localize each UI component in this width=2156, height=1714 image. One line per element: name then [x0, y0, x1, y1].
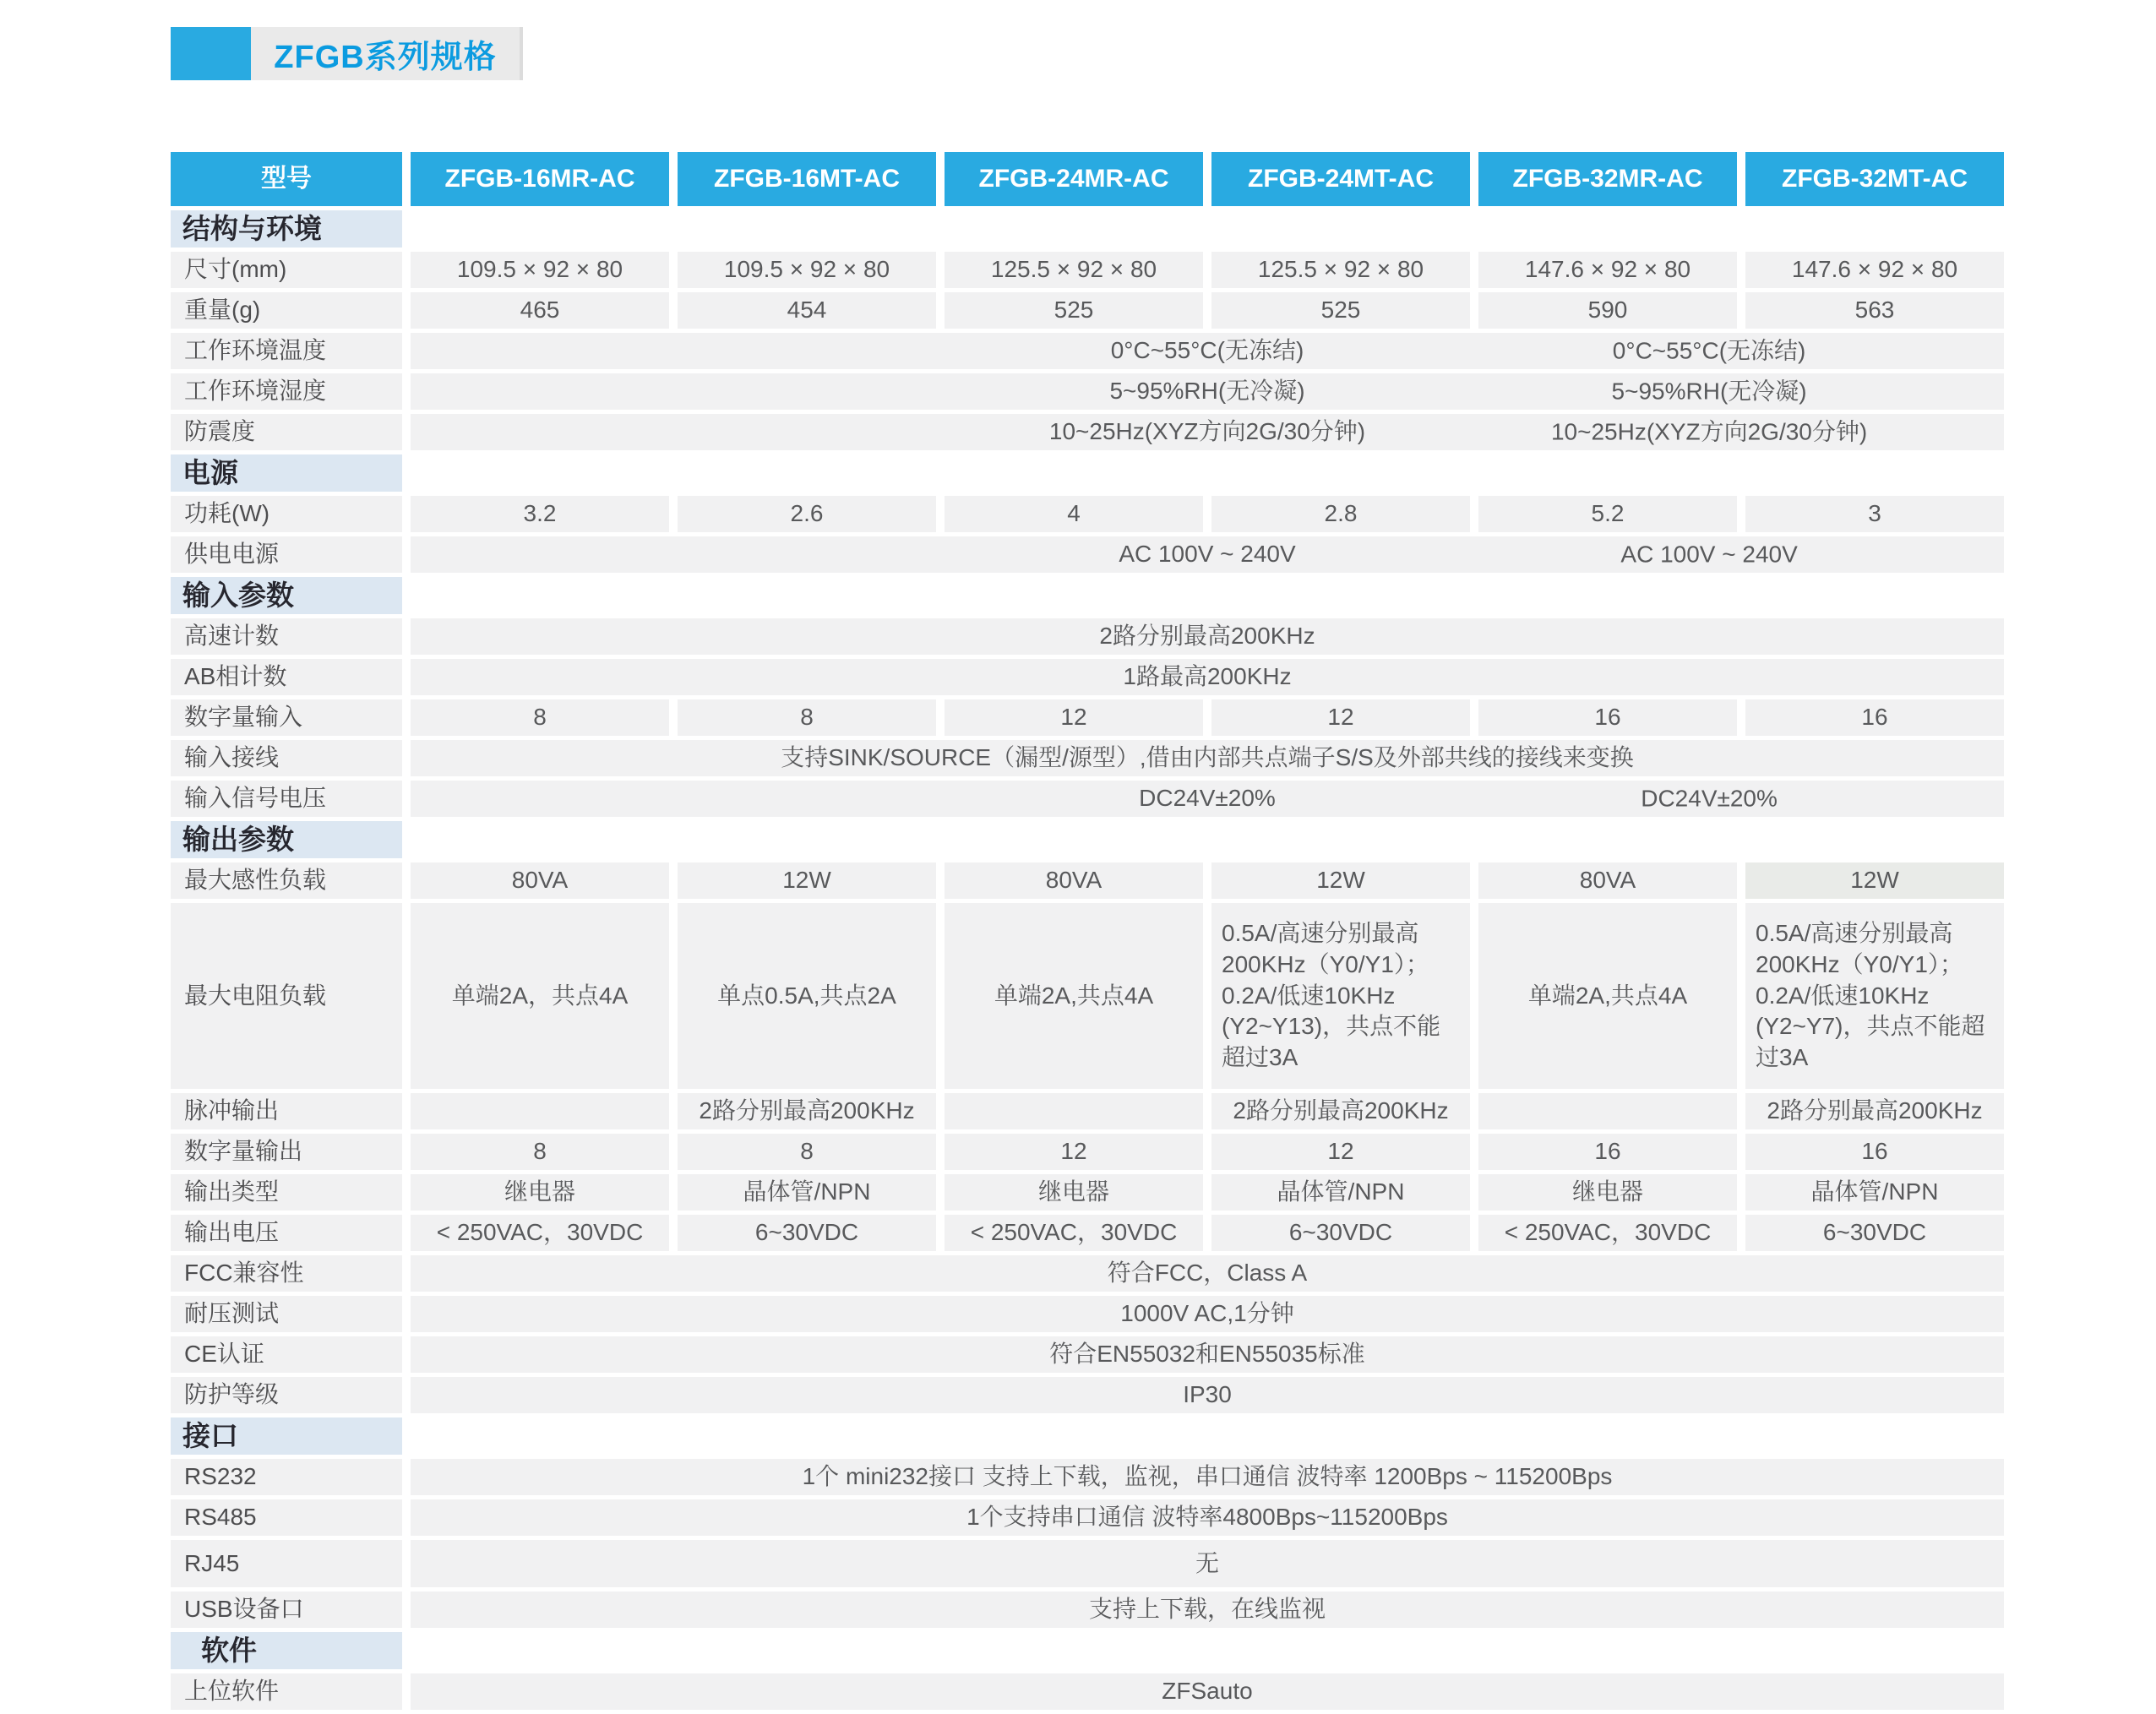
spec-row	[171, 659, 2004, 695]
spec-value-span-cell	[411, 781, 2004, 817]
spec-row	[171, 1296, 2004, 1332]
section-label: 结构与环境	[171, 210, 402, 248]
spec-value-cell: 563	[1745, 292, 2004, 329]
spec-value-cell: 8	[678, 699, 936, 736]
spec-value-cell: 继电器	[945, 1174, 1203, 1211]
spec-row	[171, 1255, 2004, 1292]
spec-value-right: 10~25Hz(XYZ方向2G/30分钟)	[1550, 418, 1868, 445]
spec-value-cell	[1478, 1093, 1737, 1129]
row-label: 脉冲输出	[171, 1093, 402, 1129]
model-header: ZFGB-16MR-AC	[411, 152, 669, 206]
spec-value-cell: 590	[1478, 292, 1737, 329]
spec-value-span-cell: 1路最高200KHz	[411, 659, 2004, 695]
section-filler	[411, 577, 2004, 614]
spec-value-cell: 16	[1478, 699, 1737, 736]
spec-value-cell: 8	[411, 1134, 669, 1170]
spec-value-span-cell: 2路分别最高200KHz	[411, 618, 2004, 655]
spec-value-cell: 晶体管/NPN	[678, 1174, 936, 1211]
section-filler	[411, 1417, 2004, 1455]
spec-value-cell: 单端2A,共点4A	[945, 903, 1203, 1089]
spec-value-span-cell: 支持SINK/SOURCE（漏型/源型）,借由内部共点端子S/S及外部共线的接线来变换	[411, 740, 2004, 776]
row-label: 高速计数	[171, 618, 402, 655]
spec-value-span-cell: 符合EN55032和EN55035标准	[411, 1336, 2004, 1373]
spec-value-cell: 12	[945, 1134, 1203, 1170]
spec-value-cell: 继电器	[411, 1174, 669, 1211]
spec-value-cell: 109.5 × 92 × 80	[411, 252, 669, 288]
spec-row	[171, 903, 2004, 1089]
spec-value-span-cell: 支持上下载，在线监视	[411, 1592, 2004, 1628]
spec-value-cell: 4	[945, 496, 1203, 532]
row-label: 耐压测试	[171, 1296, 402, 1332]
section-filler	[411, 454, 2004, 492]
spec-value-cell	[411, 1093, 669, 1129]
section-label: 软件	[171, 1632, 402, 1669]
spec-value-cell: 16	[1745, 699, 2004, 736]
spec-value-cell: 单端2A,共点4A	[1478, 903, 1737, 1089]
row-label: 数字量输出	[171, 1134, 402, 1170]
row-label: FCC兼容性	[171, 1255, 402, 1292]
spec-value-cell: 12	[1211, 1134, 1470, 1170]
spec-value-cell: 单端2A，共点4A	[411, 903, 669, 1089]
spec-value-cell: 80VA	[1478, 862, 1737, 899]
row-label: RJ45	[171, 1540, 402, 1587]
spec-row	[171, 1134, 2004, 1170]
spec-value-span-cell	[411, 333, 2004, 369]
section-label: 输出参数	[171, 821, 402, 858]
section-row	[171, 210, 2004, 248]
spec-value-cell: 6~30VDC	[1211, 1215, 1470, 1251]
row-label: 输入信号电压	[171, 781, 402, 817]
spec-row	[171, 1336, 2004, 1373]
row-label: 防震度	[171, 414, 402, 450]
spec-value-span-cell	[411, 373, 2004, 410]
spec-table-body	[171, 152, 2004, 1710]
page-title: ZFGB系列规格	[274, 40, 497, 75]
row-label: 重量(g)	[171, 292, 402, 329]
spec-value-span-cell	[411, 414, 2004, 450]
spec-value-cell: 12W	[1211, 862, 1470, 899]
spec-value-main: DC24V±20%	[1139, 785, 1276, 812]
section-row	[171, 1417, 2004, 1455]
spec-value-cell: 109.5 × 92 × 80	[678, 252, 936, 288]
model-header: ZFGB-24MR-AC	[945, 152, 1203, 206]
model-header: ZFGB-24MT-AC	[1211, 152, 1470, 206]
spec-value-cell: 0.5A/高速分别最高200KHz（Y0/Y1）；0.2A/低速10KHz (Y2~Y7)，共点不能超过3A	[1745, 903, 2004, 1089]
spec-row	[171, 373, 2004, 410]
spec-value-span-cell: 1000V AC,1分钟	[411, 1296, 2004, 1332]
row-label: 输出电压	[171, 1215, 402, 1251]
section-row	[171, 577, 2004, 614]
spec-row	[171, 536, 2004, 573]
spec-value-cell: 3.2	[411, 496, 669, 532]
spec-value-cell: < 250VAC，30VDC	[1478, 1215, 1737, 1251]
row-label: 工作环境湿度	[171, 373, 402, 410]
spec-value-cell: 单点0.5A,共点2A	[678, 903, 936, 1089]
spec-row	[171, 292, 2004, 329]
spec-row	[171, 1459, 2004, 1495]
section-filler	[411, 821, 2004, 858]
spec-row	[171, 1174, 2004, 1211]
spec-value-cell: 2路分别最高200KHz	[678, 1093, 936, 1129]
spec-row	[171, 699, 2004, 736]
title-accent-square	[171, 27, 251, 80]
spec-value-cell: 147.6 × 92 × 80	[1478, 252, 1737, 288]
spec-value-cell: < 250VAC，30VDC	[411, 1215, 669, 1251]
spec-value-main: 0°C~55°C(无冻结)	[1110, 337, 1304, 364]
spec-value-cell: < 250VAC，30VDC	[945, 1215, 1203, 1251]
spec-value-cell: 465	[411, 292, 669, 329]
spec-value-main: 10~25Hz(XYZ方向2G/30分钟)	[1048, 418, 1366, 445]
spec-row	[171, 333, 2004, 369]
row-label: 上位软件	[171, 1673, 402, 1710]
spec-row	[171, 740, 2004, 776]
spec-value-cell: 147.6 × 92 × 80	[1745, 252, 2004, 288]
spec-value-cell: 2路分别最高200KHz	[1745, 1093, 2004, 1129]
model-header: ZFGB-16MT-AC	[678, 152, 936, 206]
spec-value-cell: 80VA	[411, 862, 669, 899]
spec-value-cell: 8	[411, 699, 669, 736]
spec-value-cell: 晶体管/NPN	[1211, 1174, 1470, 1211]
spec-row	[171, 1499, 2004, 1536]
row-label: RS232	[171, 1459, 402, 1495]
section-filler	[411, 210, 2004, 248]
spec-value-cell: 12W	[1745, 862, 2004, 899]
model-header: ZFGB-32MT-AC	[1745, 152, 2004, 206]
model-column-label: 型号	[171, 152, 402, 206]
spec-value-cell: 8	[678, 1134, 936, 1170]
spec-value-cell: 6~30VDC	[1745, 1215, 2004, 1251]
spec-value-cell: 16	[1478, 1134, 1737, 1170]
spec-value-cell: 继电器	[1478, 1174, 1737, 1211]
spec-value-main: AC 100V ~ 240V	[1119, 541, 1296, 568]
row-label: 尺寸(mm)	[171, 252, 402, 288]
spec-row	[171, 414, 2004, 450]
row-label: 防护等级	[171, 1377, 402, 1413]
spec-value-cell: 525	[1211, 292, 1470, 329]
spec-table	[162, 148, 2012, 1714]
row-label: AB相计数	[171, 659, 402, 695]
page-title-bar	[171, 27, 523, 80]
spec-value-cell: 80VA	[945, 862, 1203, 899]
spec-value-cell: 525	[945, 292, 1203, 329]
spec-value-cell: 16	[1745, 1134, 2004, 1170]
spec-row	[171, 496, 2004, 532]
spec-row	[171, 1592, 2004, 1628]
spec-row	[171, 1093, 2004, 1129]
section-label: 接口	[171, 1417, 402, 1455]
spec-value-right: DC24V±20%	[1641, 785, 1778, 812]
row-label: 最大感性负载	[171, 862, 402, 899]
spec-row	[171, 1540, 2004, 1587]
header-row	[171, 152, 2004, 206]
spec-row	[171, 781, 2004, 817]
spec-value-span-cell: IP30	[411, 1377, 2004, 1413]
section-row	[171, 454, 2004, 492]
spec-row	[171, 252, 2004, 288]
spec-row	[171, 618, 2004, 655]
row-label: 功耗(W)	[171, 496, 402, 532]
row-label: 工作环境温度	[171, 333, 402, 369]
spec-value-right: AC 100V ~ 240V	[1620, 541, 1798, 568]
row-label: 数字量输入	[171, 699, 402, 736]
spec-value-cell: 125.5 × 92 × 80	[1211, 252, 1470, 288]
spec-value-span-cell: 1个 mini232接口 支持上下载，监视，串口通信 波特率 1200Bps ~ 115200Bps	[411, 1459, 2004, 1495]
section-label: 电源	[171, 454, 402, 492]
spec-value-cell: 0.5A/高速分别最高200KHz（Y0/Y1）；0.2A/低速10KHz (Y2~Y13)，共点不能超过3A	[1211, 903, 1470, 1089]
spec-row	[171, 862, 2004, 899]
spec-value-span-cell: 1个支持串口通信 波特率4800Bps~115200Bps	[411, 1499, 2004, 1536]
spec-value-cell: 12	[945, 699, 1203, 736]
spec-value-cell: 125.5 × 92 × 80	[945, 252, 1203, 288]
spec-value-cell: 晶体管/NPN	[1745, 1174, 2004, 1211]
section-label: 输入参数	[171, 577, 402, 614]
spec-value-cell: 12	[1211, 699, 1470, 736]
section-row	[171, 1632, 2004, 1669]
row-label: 输入接线	[171, 740, 402, 776]
spec-value-cell: 454	[678, 292, 936, 329]
row-label: 最大电阻负载	[171, 903, 402, 1089]
row-label: 输出类型	[171, 1174, 402, 1211]
spec-value-cell: 5.2	[1478, 496, 1737, 532]
spec-value-main: 5~95%RH(无冷凝)	[1109, 378, 1305, 405]
spec-value-cell: 2.8	[1211, 496, 1470, 532]
spec-value-span-cell: ZFSauto	[411, 1673, 2004, 1710]
spec-value-cell: 3	[1745, 496, 2004, 532]
spec-row	[171, 1377, 2004, 1413]
title-band	[251, 27, 523, 80]
row-label: USB设备口	[171, 1592, 402, 1628]
row-label: CE认证	[171, 1336, 402, 1373]
spec-value-cell	[945, 1093, 1203, 1129]
row-label: RS485	[171, 1499, 402, 1536]
model-header: ZFGB-32MR-AC	[1478, 152, 1737, 206]
spec-value-cell: 12W	[678, 862, 936, 899]
row-label: 供电电源	[171, 536, 402, 573]
section-row	[171, 821, 2004, 858]
spec-value-span-cell: 无	[411, 1540, 2004, 1587]
spec-value-cell: 6~30VDC	[678, 1215, 936, 1251]
spec-row	[171, 1215, 2004, 1251]
spec-value-right: 0°C~55°C(无冻结)	[1612, 337, 1806, 364]
spec-value-span-cell	[411, 536, 2004, 573]
section-filler	[411, 1632, 2004, 1669]
spec-value-right: 5~95%RH(无冷凝)	[1611, 378, 1807, 405]
spec-value-span-cell: 符合FCC，Class A	[411, 1255, 2004, 1292]
spec-value-cell: 2路分别最高200KHz	[1211, 1093, 1470, 1129]
spec-value-cell: 2.6	[678, 496, 936, 532]
